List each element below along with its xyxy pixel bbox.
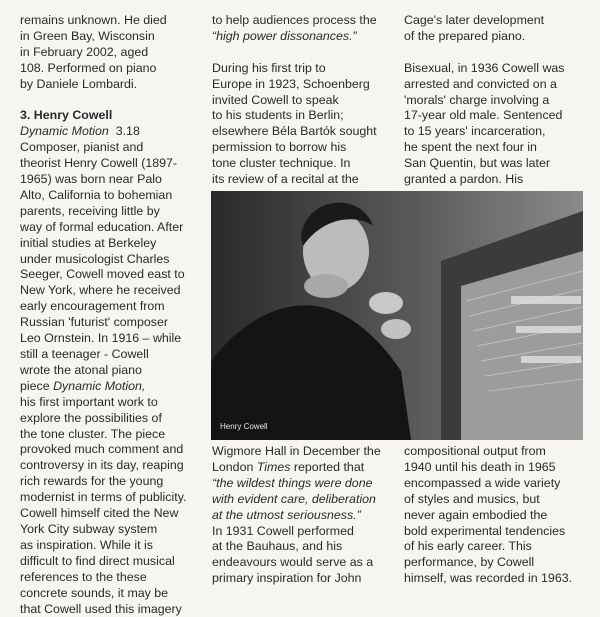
text-line: still a teenager - Cowell bbox=[20, 347, 149, 362]
text-line: of the prepared piano. bbox=[404, 28, 526, 43]
text-line bbox=[212, 508, 397, 524]
portrait-image bbox=[211, 191, 583, 440]
text-line: Cage's later development bbox=[404, 13, 545, 27]
text-line: controversy in its day, reaping bbox=[20, 458, 184, 473]
text-line: York City subway system bbox=[20, 521, 158, 536]
text-line: of his early career. This bbox=[404, 539, 532, 554]
track-title: Dynamic Motion bbox=[20, 124, 109, 139]
piece-prefix: piece bbox=[20, 378, 50, 393]
text-line bbox=[212, 476, 397, 492]
text-line: early encouragement from bbox=[20, 299, 165, 314]
text-line bbox=[212, 460, 397, 476]
column-left bbox=[20, 13, 205, 617]
text-line: rich rewards for the young bbox=[20, 474, 164, 489]
text-line: elsewhere Béla Bartók sought bbox=[212, 124, 377, 139]
text-line: arrested and convicted on a bbox=[404, 76, 557, 91]
text-line: to 15 years' incarceration, bbox=[404, 124, 546, 139]
text-line: San Quentin, but was later bbox=[404, 156, 551, 171]
text-line bbox=[212, 29, 397, 45]
piece-title: Dynamic Motion, bbox=[53, 378, 146, 393]
text-line: initial studies at Berkeley bbox=[20, 235, 157, 250]
text-line: that Cowell used this imagery bbox=[20, 601, 182, 616]
track-heading bbox=[20, 108, 205, 124]
text-line: 1940 until his death in 1965 bbox=[404, 459, 556, 474]
text-line: of styles and musics, but bbox=[404, 491, 540, 506]
track-duration: 3.18 bbox=[115, 124, 140, 139]
photo-caption: Henry Cowell bbox=[220, 422, 268, 431]
text-line: Wigmore Hall in December the bbox=[212, 444, 381, 458]
text-line: by Daniele Lombardi. bbox=[20, 76, 138, 91]
text-line: way of formal education. After bbox=[20, 219, 184, 234]
text-line: bold experimental tendencies bbox=[404, 523, 566, 538]
text-line: 1965) was born near Palo bbox=[20, 172, 162, 187]
text-line: concrete sounds, it may be bbox=[20, 585, 169, 600]
text-line: he spent the next four in bbox=[404, 140, 537, 155]
text-line: parents, receiving little by bbox=[20, 203, 160, 218]
text-line bbox=[212, 492, 397, 508]
text-line: its review of a recital at the bbox=[212, 172, 359, 187]
text-line: primary inspiration for John bbox=[212, 571, 362, 586]
text-line: himself, was recorded in 1963. bbox=[404, 571, 573, 586]
text-line: During his first trip to bbox=[212, 60, 326, 75]
text-line: the tone cluster. The piece bbox=[20, 426, 166, 441]
column-right-bottom bbox=[404, 444, 589, 587]
text-line: Alto, California to bohemian bbox=[20, 187, 173, 202]
column-middle-top bbox=[212, 13, 397, 188]
text-line: explore the possibilities of bbox=[20, 410, 162, 425]
text-line: provoked much comment and bbox=[20, 442, 184, 457]
text-line: New York, where he received bbox=[20, 283, 181, 298]
publication-name: Times bbox=[256, 459, 291, 474]
track-number: 3. bbox=[20, 108, 31, 123]
text-line: Bisexual, in 1936 Cowell was bbox=[404, 60, 565, 75]
text-fragment: London bbox=[212, 459, 254, 474]
text-line: remains unknown. He died bbox=[20, 13, 167, 27]
text-line: compositional output from bbox=[404, 444, 546, 458]
text-line: In 1931 Cowell performed bbox=[212, 523, 354, 538]
text-fragment: reported that bbox=[293, 459, 365, 474]
text-line: as inspiration. While it is bbox=[20, 537, 153, 552]
quote-line: “the wildest things were done bbox=[212, 475, 373, 490]
text-line: Seeger, Cowell moved east to bbox=[20, 267, 185, 282]
text-line: modernist in terms of publicity. bbox=[20, 490, 187, 505]
column-right-top bbox=[404, 13, 589, 188]
text-line: in February 2002, aged bbox=[20, 44, 149, 59]
text-line: Europe in 1923, Schoenberg bbox=[212, 76, 370, 91]
text-line: never again embodied the bbox=[404, 507, 548, 522]
text-line: Russian 'futurist' composer bbox=[20, 315, 168, 330]
text-line: performance, by Cowell bbox=[404, 555, 535, 570]
text-line: permission to borrow his bbox=[212, 140, 347, 155]
text-line: wrote the atonal piano bbox=[20, 362, 142, 377]
text-line: endeavours would serve as a bbox=[212, 555, 374, 570]
text-line: encompassed a wide variety bbox=[404, 475, 561, 490]
text-line: to help audiences process the bbox=[212, 13, 377, 27]
text-line: 'morals' charge involving a bbox=[404, 92, 550, 107]
portrait-photo bbox=[211, 191, 583, 440]
text-line: theorist Henry Cowell (1897- bbox=[20, 156, 178, 171]
text-line: at the Bauhaus, and his bbox=[212, 539, 343, 554]
text-line: invited Cowell to speak bbox=[212, 92, 339, 107]
track-composer: Henry Cowell bbox=[33, 108, 113, 123]
quote-line: at the utmost seriousness.” bbox=[212, 507, 361, 522]
track-title-line bbox=[20, 124, 205, 140]
text-line: difficult to find direct musical bbox=[20, 553, 175, 568]
text-line: tone cluster technique. In bbox=[212, 156, 351, 171]
text-line: 108. Performed on piano bbox=[20, 60, 157, 75]
text-line: Composer, pianist and bbox=[20, 140, 144, 155]
text-line: his first important work to bbox=[20, 394, 158, 409]
text-line: to his students in Berlin; bbox=[212, 108, 344, 123]
text-line: granted a pardon. His bbox=[404, 172, 524, 187]
text-line: Cowell himself cited the New bbox=[20, 506, 179, 521]
text-line: in Green Bay, Wisconsin bbox=[20, 28, 155, 43]
text-line: under musicologist Charles bbox=[20, 251, 170, 266]
quote-line: with evident care, deliberation bbox=[212, 491, 376, 506]
piece-line bbox=[20, 379, 205, 395]
text-line: 17-year old male. Sentenced bbox=[404, 108, 563, 123]
text-line: references to the these bbox=[20, 569, 147, 584]
column-middle-bottom bbox=[212, 444, 397, 587]
text-line: Leo Ornstein. In 1916 – while bbox=[20, 331, 182, 346]
quote: “high power dissonances.” bbox=[212, 28, 357, 43]
